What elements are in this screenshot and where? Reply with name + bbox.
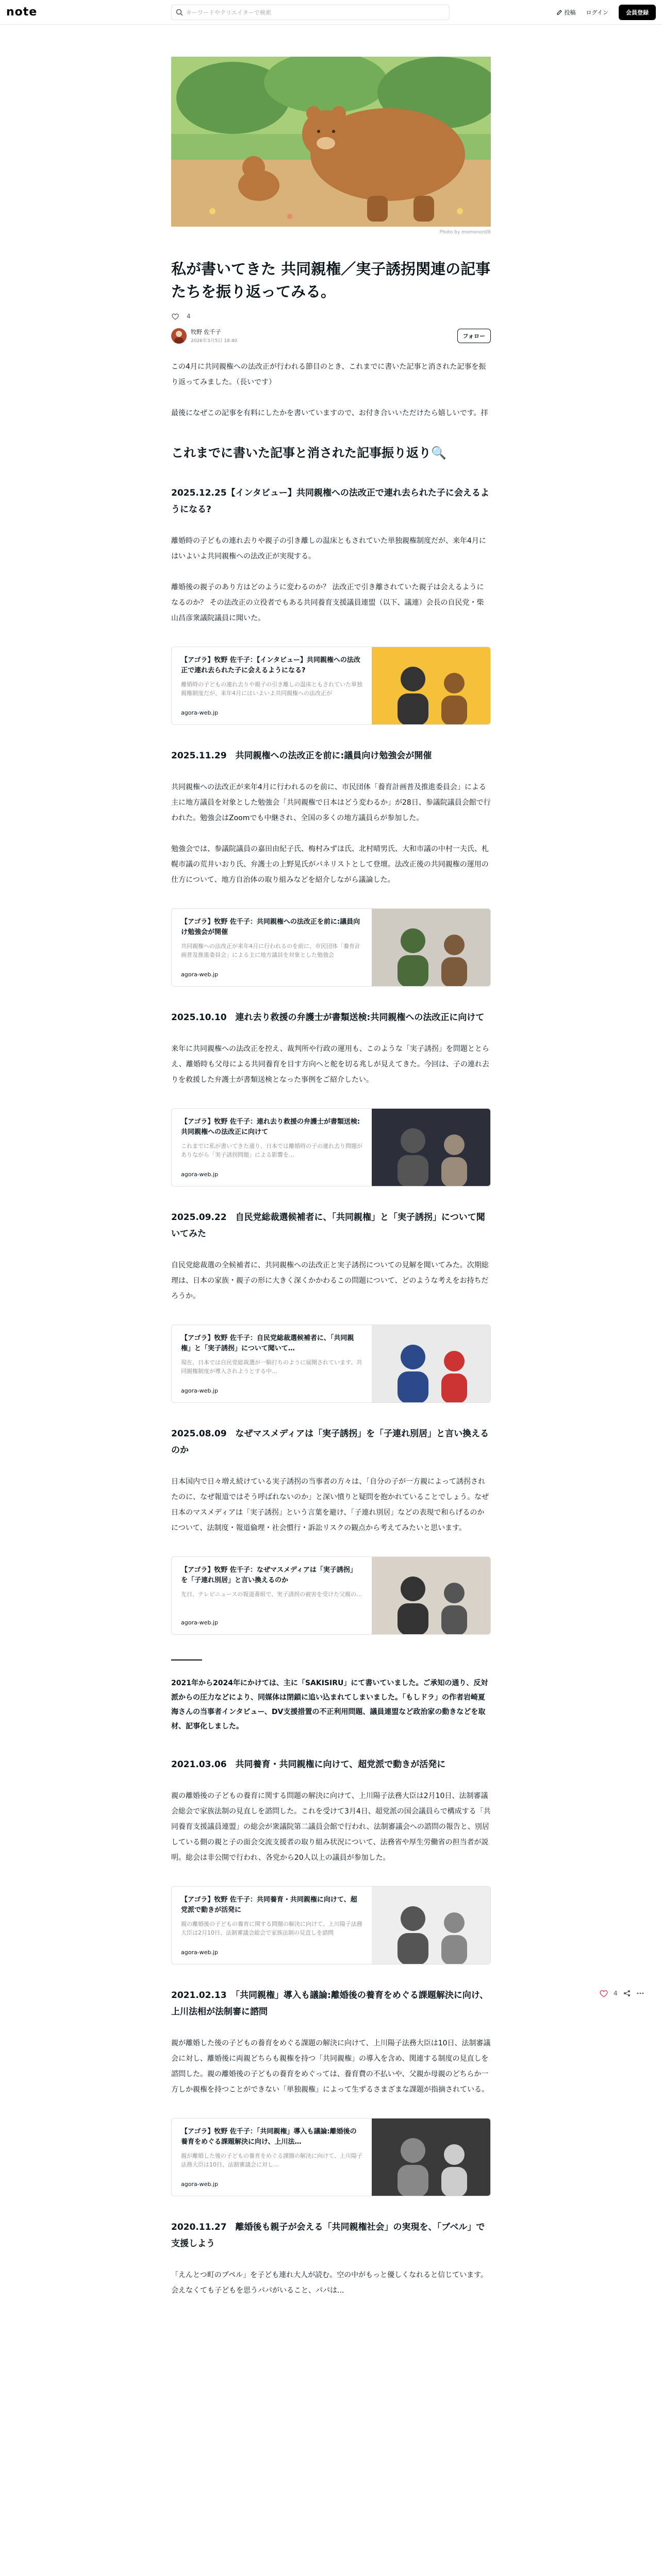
notice-paragraph: 2021年から2024年にかけては、主に「SAKISIRU」にて書いていました。ご承知の通り、反対派からの圧力などにより、同媒体は閉鎖に追い込まれてしまいました。「もしドラ」の作者岩崎夏海さんの当事者インタビュー、DV支援措置の不正利用問題、議員連盟など政治家の動きなどを取材、記事化しました。 <box>171 1679 488 1731</box>
section-heading: 2021.03.06 共同養育・共同親権に向けて、超党派で動きが活発に <box>171 1759 446 1770</box>
author-name[interactable]: 牧野 佐千子 <box>191 329 221 335</box>
divider <box>171 1659 202 1660</box>
link-card-desc: 親の離婚後の子どもの養育に関する問題の解決に向けて、上川陽子法務大臣は2月10日、法制審議会総会で家族法制の見直しを諮問 <box>181 1921 362 1936</box>
section-paragraph: 自民党総裁選の全候補者に、共同親権への法改正と実子誘拐についての見解を聞いてみた。次期総理は、日本の家族・親子の形に大きく深くかかわるこの問題について、どのような考えをお持ちだろうか。 <box>171 1261 489 1300</box>
link-card-text <box>172 1325 372 1402</box>
link-card-desc: 先日、テレビニュースの報道番組で、実子誘拐の被害を受けた父親の… <box>181 1591 362 1598</box>
section-paragraph: 「えんとつ町のプペル」を子ども連れ大人が読む。空の中がもっと優しくなれると信じています。会えなくても子どもを思うパパがいること、パパは... <box>171 2271 488 2295</box>
section-heading: 2025.10.10 連れ去り救援の弁護士が書類送検:共同親権への法改正に向けて <box>171 1012 485 1023</box>
like-count: 4 <box>187 313 191 320</box>
link-card-thumbnail <box>372 1887 490 1964</box>
section-heading: 2020.11.27 離婚後も親子が会える「共同親権社会」の実現を、「ブベル」で支援しよう <box>171 2222 485 2249</box>
intro-paragraph: 最後になぜこの記事を有料にしたかを書いていますので、お付き合いいただけたら嬉しいです。拝 <box>171 409 488 417</box>
link-card-title: 【アゴラ】牧野 佐千子：【インタビュー】共同親権への法改正で連れ去られた子に会えるようになる? <box>181 656 360 674</box>
note-logo[interactable]: note <box>6 6 38 19</box>
register-button[interactable]: 会員登録 <box>619 5 656 20</box>
section-paragraph: 離婚時の子どもの連れ去りや親子の引き離しの温床ともされていた単独親権制度だが、来年4月にはいよいよ共同親権への法改正が実現する。 <box>171 537 486 561</box>
link-card-title: 【アゴラ】牧野 佐千子：なぜマスメディアは「実子誘拐」を「子連れ別居」と言い換えるのか <box>181 1566 357 1584</box>
link-card-thumbnail <box>372 1557 490 1634</box>
link-card-title: 【アゴラ】牧野 佐千子：共同養育・共同親権に向けて、超党派で動きが活発に <box>181 1896 357 1914</box>
link-card-domain: agora-web.jp <box>181 1619 218 1626</box>
link-card-title: 【アゴラ】牧野 佐千子：「共同親権」導入も議論:離婚後の養育をめぐる課題解決に向け、上川法… <box>181 2128 357 2146</box>
link-card-desc: 親が離婚した後の子どもの養育をめぐる課題の解決に向けて、上川陽子法務大臣は10日、法制審議会に対し… <box>181 2153 362 2168</box>
section-heading: 2025.08.09 なぜマスメディアは「実子誘拐」を「子連れ別居」と言い換えるのか <box>171 1429 489 1455</box>
hero-image <box>171 57 491 227</box>
link-card[interactable] <box>171 908 491 987</box>
search-placeholder: キーワードやクリエイターで検索 <box>186 9 271 16</box>
search-icon <box>176 9 183 16</box>
login-link[interactable]: ログイン <box>586 9 608 16</box>
section-paragraph: 勉強会では、参議院議員の嘉田由紀子氏、梅村みずほ氏、北村晴男氏、大和市議の中村一夫氏、札幌市議の荒井いおり氏、弁護士の上野晃氏がパネリストとして登壇。法改正後の共同親権の運用の仕方について、地方自治体の取り組みなどを紹介しながら議論した。 <box>171 845 489 884</box>
later-sections <box>171 1756 491 2298</box>
link-card-text <box>172 2119 372 2196</box>
share-icon[interactable] <box>623 1989 631 1997</box>
link-card-thumbnail <box>372 2119 490 2196</box>
link-card-domain: agora-web.jp <box>181 1949 218 1956</box>
link-card[interactable] <box>171 2118 491 2196</box>
link-card-thumbnail <box>372 647 490 724</box>
section-heading: 2021.02.13 「共同親権」導入も議論:離婚後の養育をめぐる課題解決に向け、上川法相が法制審に諮問 <box>171 1990 489 2017</box>
section-heading: 2025.09.22 自民党総裁選候補者に、「共同親権」と「実子誘拐」について聞いてみた <box>171 1212 485 1239</box>
section-paragraph: 親の離婚後の子どもの養育に関する問題の解決に向けて、上川陽子法務大臣は2月10日、法制審議会総会で家族法制の見直しを諮問した。これを受けて3月4日、超党派の国会議員らで構成する「共同養育支援議員連盟」の総会が衆議院第二議員会館で行われ、法制審議会への諮問の報告と、別居している側の親と子の面会交流支援者の取り組み状況について、法務省や厚生労働省の担当者が説明。総会は非公開で行われ、各党から20人以上の議員が参加した。 <box>171 1792 491 1862</box>
link-card-domain: agora-web.jp <box>181 971 218 978</box>
section-paragraph: 親が離婚した後の子どもの養育をめぐる課題の解決に向けて、上川陽子法務大臣は10日、法制審議会に対し、離婚後に両親どちらも親権を持つ「共同親権」の導入を含め、関連する制度の見直しを諮問した。親の離婚後の子どもの養育をめぐっては、養育費の不払いや、父親か母親のどちらか一方しか親権を持つことができない「単独親権」によって生ずるさまざまな課題が指摘されている。 <box>171 2039 491 2094</box>
intro-paragraph: この4月に共同親権への法改正が行われる節目のとき、これまでに書いた記事と消された記事を振り返ってみました。（長いです） <box>171 363 486 386</box>
link-card-text <box>172 909 372 986</box>
heart-icon[interactable] <box>171 312 179 320</box>
post-label: 投稿 <box>564 9 576 16</box>
link-card-domain: agora-web.jp <box>181 709 218 716</box>
link-card[interactable] <box>171 1108 491 1187</box>
section-paragraph: 共同親権への法改正が来年4月に行われるのを前に、市民団体「養育計画普及推進委員会」による主に地方議員を対象とした勉強会「共同親権で日本はどう変わるか」が28日、参議院議員会館で行われた。勉強会はZoomでも中継され、全国の多くの地方議員らが参加した。 <box>171 783 491 822</box>
site-header <box>0 0 662 25</box>
more-icon[interactable] <box>636 1989 644 1997</box>
section-paragraph: 来年に共同親権への法改正を控え、裁判所や行政の運用も、このような「実子誘拐」を問題ととらえ、離婚時も父母による共同養育を目す方向へと舵を切る兆しが見えてきた。今回は、子の連れ去りを救援した弁護士が書類送検となった事例をご紹介したい。 <box>171 1045 489 1084</box>
link-card-text <box>172 647 372 724</box>
follow-button[interactable]: フォロー <box>457 329 491 343</box>
hero-caption: Photo by momonon08 <box>439 230 491 235</box>
pencil-icon <box>556 9 562 15</box>
link-card-desc: 共同親権への法改正が来年4月に行われるのを前に、市民団体「養育計画普及推進委員会」による主に地方議員を対象とした勉強会 <box>181 943 360 958</box>
link-card-domain: agora-web.jp <box>181 1171 218 1178</box>
link-card[interactable] <box>171 647 491 725</box>
link-card-text <box>172 1887 372 1964</box>
link-card[interactable] <box>171 1325 491 1403</box>
link-card-thumbnail <box>372 1325 490 1402</box>
avatar[interactable] <box>171 328 187 344</box>
search-box[interactable] <box>171 5 450 20</box>
link-card-thumbnail <box>372 1109 490 1186</box>
section-heading: 2025.11.29 共同親権への法改正を前に:議員向け勉強会が開催 <box>171 751 432 761</box>
sections <box>171 485 491 1635</box>
link-card-thumbnail <box>372 909 490 986</box>
section-heading: これまでに書いた記事と消された記事振り返り🔍 <box>171 446 446 460</box>
section-paragraph: 離婚後の親子のあり方はどのように変わるのか？ 法改正で引き離されていた親子は会えるようになるのか？ その法改正の立役者でもある共同養育支援議員連盟（以下、議連）会長の自民党・柴山昌彦衆議院議員に聞いた。 <box>171 583 484 622</box>
author-row <box>171 328 491 344</box>
post-date: 2026年3月5日 18:40 <box>191 338 238 344</box>
link-card-title: 【アゴラ】牧野 佐千子：自民党総裁選候補者に、「共同親権」と「実子誘拐」について聞いて… <box>181 1334 354 1352</box>
article-title: 私が書いてきた 共同親権／実子誘拐関連の記事たちを振り返ってみる。 <box>171 260 491 300</box>
link-card-domain: agora-web.jp <box>181 2181 218 2188</box>
link-card-title: 【アゴラ】牧野 佐千子：共同親権への法改正を前に:議員向け勉強会が開催 <box>181 918 360 936</box>
link-card[interactable] <box>171 1556 491 1635</box>
section-heading: 2025.12.25【インタビュー】共同親権への法改正で連れ去られた子に会えるようになる? <box>171 488 489 515</box>
link-card-domain: agora-web.jp <box>181 1387 218 1394</box>
link-card-desc: 離婚時の子どもの連れ去りや親子の引き離しの温床ともされていた単独親権制度だが、来年4月にはいよいよ共同親権への法改正が <box>181 681 362 697</box>
link-card-desc: 現在、日本では自民党総裁選が一騎打ちのように展開されています。共同親権制度が導入されようとする中… <box>181 1359 362 1375</box>
meta-row <box>171 312 491 320</box>
link-card-desc: これまでに私が書いてきた通り、日本では離婚時の子の連れ去り問題がありながら「実子誘拐問題」による影響を… <box>181 1143 362 1158</box>
link-card[interactable] <box>171 1886 491 1964</box>
article <box>171 25 491 2298</box>
link-card-title: 【アゴラ】牧野 佐千子：連れ去り救援の弁護士が書類送検:共同親権への法改正に向けて <box>181 1118 360 1136</box>
floating-like-count: 4 <box>614 1990 618 1997</box>
header-actions <box>556 5 656 20</box>
section-paragraph: 日本国内で日々増え続けている実子誘拐の当事者の方々は、「自分の子が一方親によって誘拐されたのに、なぜ報道ではそう呼ばれないのか」と深い憤りと疑問を抱かれていることでしょう。なぜ日本のマスメディアは「実子誘拐」という言葉を避け、「子連れ別居」などの表現で和らげるのかについて、法制度・報道倫理・社会慣行・訴訟リスクの観点から考えてみたいと思います。 <box>171 1478 489 1532</box>
heart-icon[interactable] <box>599 1989 608 1998</box>
floating-actions <box>599 1989 644 1998</box>
link-card-text <box>172 1557 372 1634</box>
post-button[interactable] <box>556 8 576 16</box>
link-card-text <box>172 1109 372 1186</box>
